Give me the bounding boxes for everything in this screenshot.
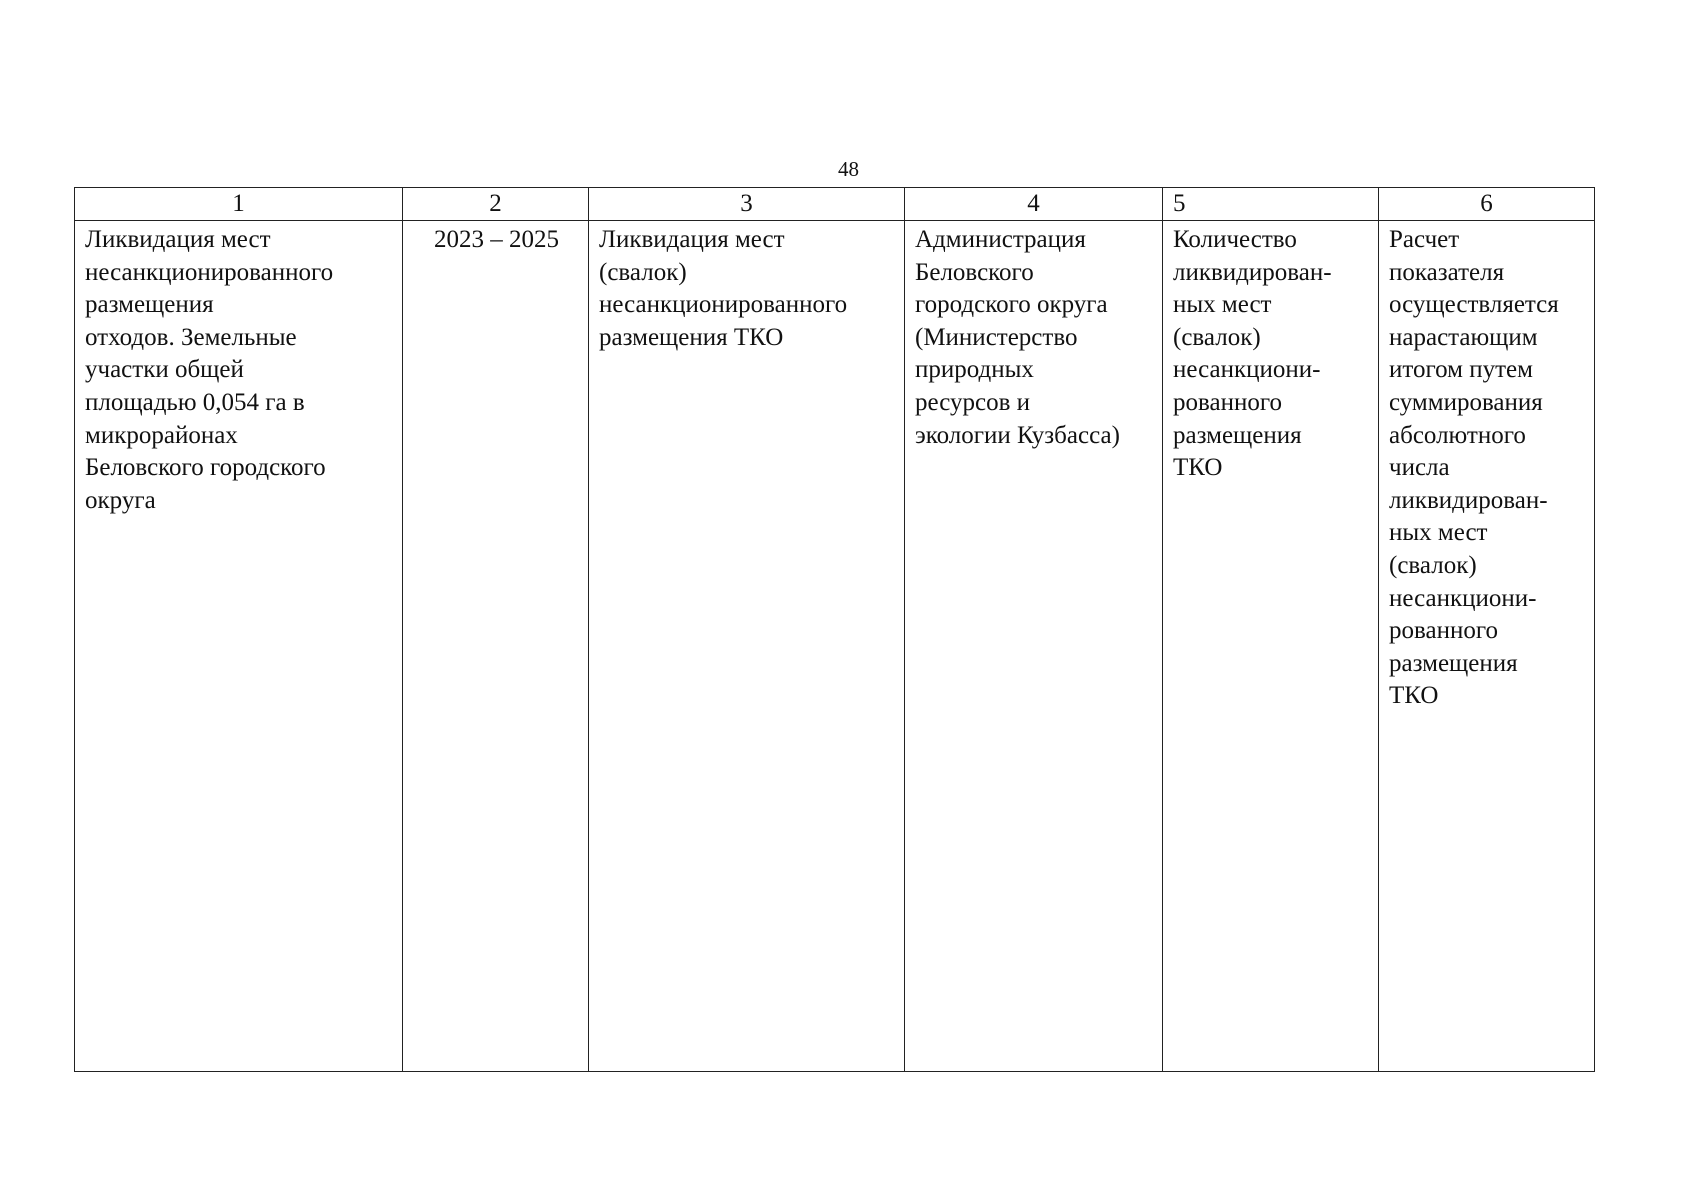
header-col-3: 3	[589, 188, 905, 221]
cell-responsible: Администрация Беловского городского округа (Министерство природных ресурсов и экологии Кузбасса)	[905, 221, 1163, 1072]
page-number: 48	[838, 157, 859, 181]
header-col-4: 4	[905, 188, 1163, 221]
table-row	[75, 221, 1595, 1072]
header-col-1: 1	[75, 188, 403, 221]
cell-activity: Ликвидация мест несанкционированного размещения отходов. Земельные участки общей площадью 0,054 га в микрорайонах Беловского городского округа	[75, 221, 403, 1072]
cell-calculation: Расчет показателя осуществляется нарастающим итогом путем суммирования абсолютного числа ликвидирован- ных мест (свалок) несанкциони- рованного размещения ТКО	[1379, 221, 1595, 1072]
header-col-6: 6	[1379, 188, 1595, 221]
header-col-5: 5	[1163, 188, 1379, 221]
table-body	[75, 221, 1595, 1072]
cell-period: 2023 – 2025	[403, 221, 589, 1072]
cell-result: Ликвидация мест (свалок) несанкционированного размещения ТКО	[589, 221, 905, 1072]
indicator-table	[74, 187, 1595, 1072]
cell-indicator: Количество ликвидирован- ных мест (свалок) несанкциони- рованного размещения ТКО	[1163, 221, 1379, 1072]
table-header	[75, 188, 1595, 221]
header-row	[75, 188, 1595, 221]
header-col-2: 2	[403, 188, 589, 221]
